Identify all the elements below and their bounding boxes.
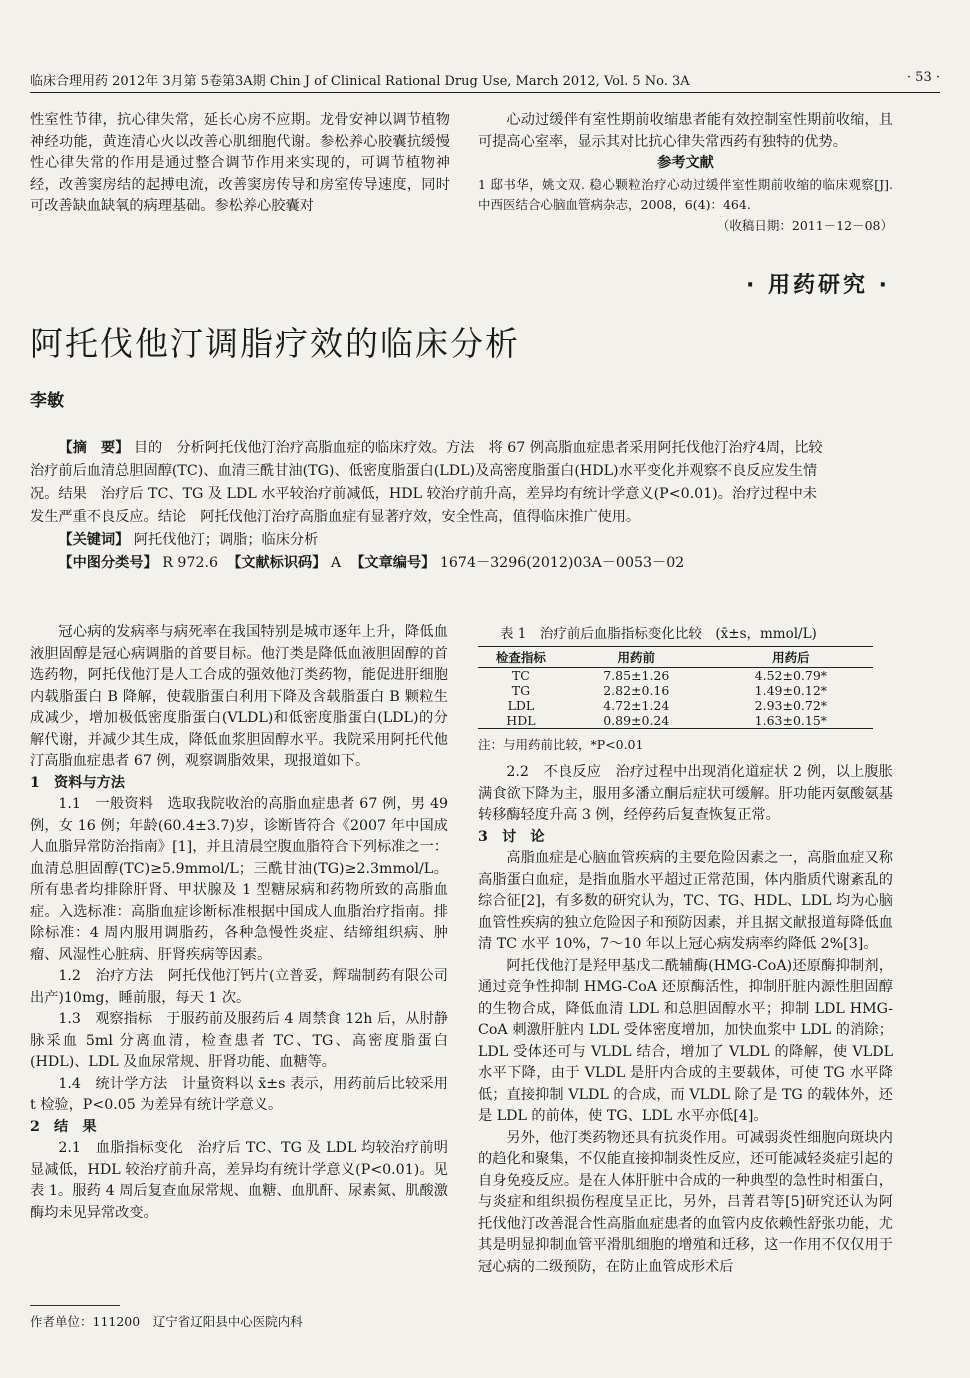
doc-label: 【文献标识码】 xyxy=(227,555,327,571)
table-title: 表 1 治疗前后血脂指标变化比较 (x̄±s，mmol/L) xyxy=(500,626,817,642)
classification-line xyxy=(30,552,830,575)
doc-value: A xyxy=(330,555,342,571)
article-title: 阿托伐他汀调脂疗效的临床分析 xyxy=(30,324,520,363)
table-cell: 1.63±0.15* xyxy=(709,713,873,729)
table-cell: LDL xyxy=(507,698,535,713)
table-row xyxy=(478,713,873,729)
table-cell: HDL xyxy=(478,713,564,729)
table-cell: 7.85±1.26 xyxy=(603,668,670,683)
section-1-2: 1.2 治疗方法 阿托伐他汀钙片(立普妥，辉瑞制药有限公司出产)10mg，睡前服，每天 1 次。 xyxy=(30,968,448,1006)
keywords-text: 阿托伐他汀；调脂；临床分析 xyxy=(133,532,319,548)
abstract-paragraph xyxy=(30,437,830,529)
table-header: 用药后 xyxy=(709,647,873,668)
abstract-block xyxy=(30,437,830,575)
discussion-paragraph-1: 高脂血症是心脑血管疾病的主要危险因素之一，高脂血症又称高脂蛋白血症，是指血脂水平超过正常范围，体内脂质代谢紊乱的综合征[2]，有多数的研究认为，TC、TG、HDL、LDL 均为心脑血管性疾病的独立危险因子和预防因素，并且据文献报道每降低血清 TC 水平 10%，7～10 年以上冠心病发病率约降低 2%[3]。 xyxy=(478,850,893,952)
section-heading-3: 3 讨 论 xyxy=(478,828,545,845)
table-cell: 4.52±0.79* xyxy=(754,668,828,683)
table-cell: 2.82±0.16 xyxy=(603,683,670,698)
section-2-2: 2.2 不良反应 治疗过程中出现消化道症状 2 例，以上腹胀满食欲下降为主，服用多潘立酮后症状可缓解。肝功能丙氨酸氨基转移酶轻度升高 3 例，经停药后复查恢复正常。 xyxy=(478,764,893,823)
num-value: 1674－3296(2012)03A－0053－02 xyxy=(439,555,685,571)
keywords-label: 【关键词】 xyxy=(58,532,130,548)
table-note: 注：与用药前比较，*P<0.01 xyxy=(478,737,644,752)
right-column xyxy=(478,762,893,1278)
prev-article-text-right: 心动过缓伴有室性期前收缩患者能有效控制室性期前收缩，且可提高心室率，显示其对比抗心律失常西药有独特的优势。 xyxy=(478,112,893,150)
section-tag: · 用药研究 · xyxy=(745,273,890,298)
table-row xyxy=(478,668,873,684)
running-header xyxy=(30,68,940,93)
section-1-3: 1.3 观察指标 于服药前及服药后 4 周禁食 12h 后，从肘静脉采血 5ml 分离血清，检查患者 TC、TG、高密度脂蛋白(HDL)、LDL 及血尿常规、肝肾功能、血糖等。 xyxy=(30,1011,448,1070)
footnote-rule xyxy=(30,1305,120,1306)
prev-article-left xyxy=(30,110,450,218)
intro-paragraph: 冠心病的发病率与病死率在我国特别是城市逐年上升，降低血液胆固醇是冠心病调脂的首要目标。他汀类是降低血液胆固醇的首选药物，阿托伐他汀是人工合成的强效他汀类药物，能促进肝细胞内载脂蛋白 B 降解，使载脂蛋白利用下降及含载脂蛋白 B 颗粒生成减少，增加极低密度脂蛋白(VLDL)和低密度脂蛋白(LDL)的分解代谢，并减少其生成，降低血浆胆固醇水平。我院采用阿托代他汀高脂血症患者 67 例，观察调脂效果，现报道如下。 xyxy=(30,624,448,769)
received-date: （收稿日期：2011－12－08） xyxy=(716,217,893,233)
num-label: 【文章编号】 xyxy=(350,555,436,571)
table-cell: 2.93±0.72* xyxy=(754,698,828,713)
left-column xyxy=(30,622,448,1224)
discussion-paragraph-2: 阿托伐他汀是羟甲基戊二酰辅酶(HMG-CoA)还原酶抑制剂，通过竞争性抑制 HMG-CoA 还原酶活性，抑制肝脏内源性胆固醇的生物合成，降低血清 LDL 和总胆固醇水平；抑制 LDL HMG-CoA 刺激肝脏内 LDL 受体密度增加，加快血浆中 LDL 的消除；LDL 受体还可与 VLDL 结合，增加了 VLDL 的降解，使 VLDL 水平下降，由于 VLDL 是肝内合成的主要载体，可使 TG 水平降低；直接抑制 VLDL 的合成，而 VLDL 除了是 TG 的载体外，还是 LDL 的前体，使 TG、LDL 水平亦低[4]。 xyxy=(478,957,893,1124)
table-cell: TG xyxy=(511,683,531,698)
journal-header: 临床合理用药 2012年 3月第 5卷第3A期 Chin J of Clinical Rational Drug Use, March 2012, Vol. 5 No. 3A xyxy=(30,74,690,89)
cls-value: R 972.6 xyxy=(162,555,219,571)
abstract-label: 【摘 要】 xyxy=(58,440,130,456)
article-author: 李敏 xyxy=(30,391,64,411)
table-cell: 0.89±0.24 xyxy=(564,713,709,729)
author-unit: 作者单位：111200 辽宁省辽阳县中心医院内科 xyxy=(30,1314,303,1329)
table-cell: 1.49±0.12* xyxy=(754,683,828,698)
keywords-line xyxy=(30,529,830,552)
section-2-1: 2.1 血脂指标变化 治疗后 TC、TG 及 LDL 均较治疗前明显减低，HDL 较治疗前升高，差异均有统计学意义(P<0.01)。见表 1。服药 4 周后复查血尿常规、血糖、血肌酐、尿素氮、肌酸激酶均未见异常改变。 xyxy=(30,1140,448,1221)
table-header-row xyxy=(478,647,873,668)
prev-article-text: 性室性节律，抗心律失常，延长心房不应期。龙骨安神以调节植物神经功能，黄连清心火以改善心肌细胞代谢。参松养心胶囊抗缓慢性心律失常的作用是通过整合调节作用来实现的，可调节植物神经，改善窦房结的起搏电流，改善窦房传导和房室传导速度，同时可改善缺血缺氧的病理基础。参松养心胶囊对 xyxy=(30,112,450,214)
lipid-table xyxy=(478,646,873,729)
section-heading-1: 1 资料与方法 xyxy=(30,774,125,791)
abstract-text: 目的 分析阿托伐他汀治疗高脂血症的临床疗效。方法 将 67 例高脂血症患者采用阿托伐他汀治疗4周，比较治疗前后血清总胆固醇(TC)、血清三酰甘油(TG)、低密度脂蛋白(LDL)及高密度脂蛋白(HDL)水平变化并观察不良反应发生情况。结果 治疗后 TC、TG 及 LDL 水平较治疗前减低，HDL 较治疗前升高，差异均有统计学意义(P<0.01)。治疗过程中未发生严重不良反应。结论 阿托伐他汀治疗高脂血症有显著疗效，安全性高，值得临床推广使用。 xyxy=(30,440,823,525)
table-block xyxy=(478,622,893,753)
table-cell: TC xyxy=(511,668,530,683)
reference-item: 1 邸书华，姚文双. 稳心颗粒治疗心动过缓伴室性期前收缩的临床观察[J]. 中西医结合心脑血管病杂志，2008，6(4)：464. xyxy=(478,176,893,212)
table-row xyxy=(478,683,873,698)
section-1-1: 1.1 一般资料 选取我院收治的高脂血症患者 67 例，男 49 例，女 16 例；年龄(60.4±3.7)岁，诊断皆符合《2007 年中国成人血脂异常防治指南》[1]，并且清晨空腹血脂符合下列标准之一：血清总胆固醇(TC)≥5.9mmol/L；三酰甘油(TG)≥2.3mmol/L。所有患者均排除肝肾、甲状腺及 1 型糖尿病和药物所致的高脂血症。入选标准：高脂血症诊断标准根据中国成人血脂治疗指南。排除标准：4 周内服用调脂药，各种急慢性炎症、结缔组织病、肿瘤、风湿性心脏病、肝肾疾病等因素。 xyxy=(30,796,448,963)
table-header: 用药前 xyxy=(564,647,709,668)
table-row xyxy=(478,698,873,713)
cls-label: 【中图分类号】 xyxy=(58,555,158,571)
references-heading: 参考文献 xyxy=(657,155,714,171)
prev-article-right xyxy=(478,110,893,236)
section-heading-2: 2 结 果 xyxy=(30,1118,97,1135)
table-cell: 4.72±1.24 xyxy=(603,698,670,713)
table-header: 检查指标 xyxy=(478,647,564,668)
section-1-4: 1.4 统计学方法 计量资料以 x̄±s 表示，用药前后比较采用 t 检验，P<0.05 为差异有统计学意义。 xyxy=(30,1075,448,1113)
page-number: · 53 · xyxy=(906,70,940,85)
discussion-paragraph-3: 另外，他汀类药物还具有抗炎作用。可减弱炎性细胞向斑块内的趋化和聚集，不仅能直接抑制炎性反应，还可能减轻炎症引起的自身免疫反应。是在人体肝脏中合成的一种典型的急性时相蛋白，与炎症和组织损伤程度呈正比，另外，吕菁君等[5]研究还认为阿托伐他汀改善混合性高脂血症患者的血管内皮依赖性舒张功能，尤其是明显抑制血管平滑肌细胞的增殖和迁移，这一作用不仅仅用于冠心病的二级预防，在防止血管成形术后 xyxy=(478,1129,893,1275)
